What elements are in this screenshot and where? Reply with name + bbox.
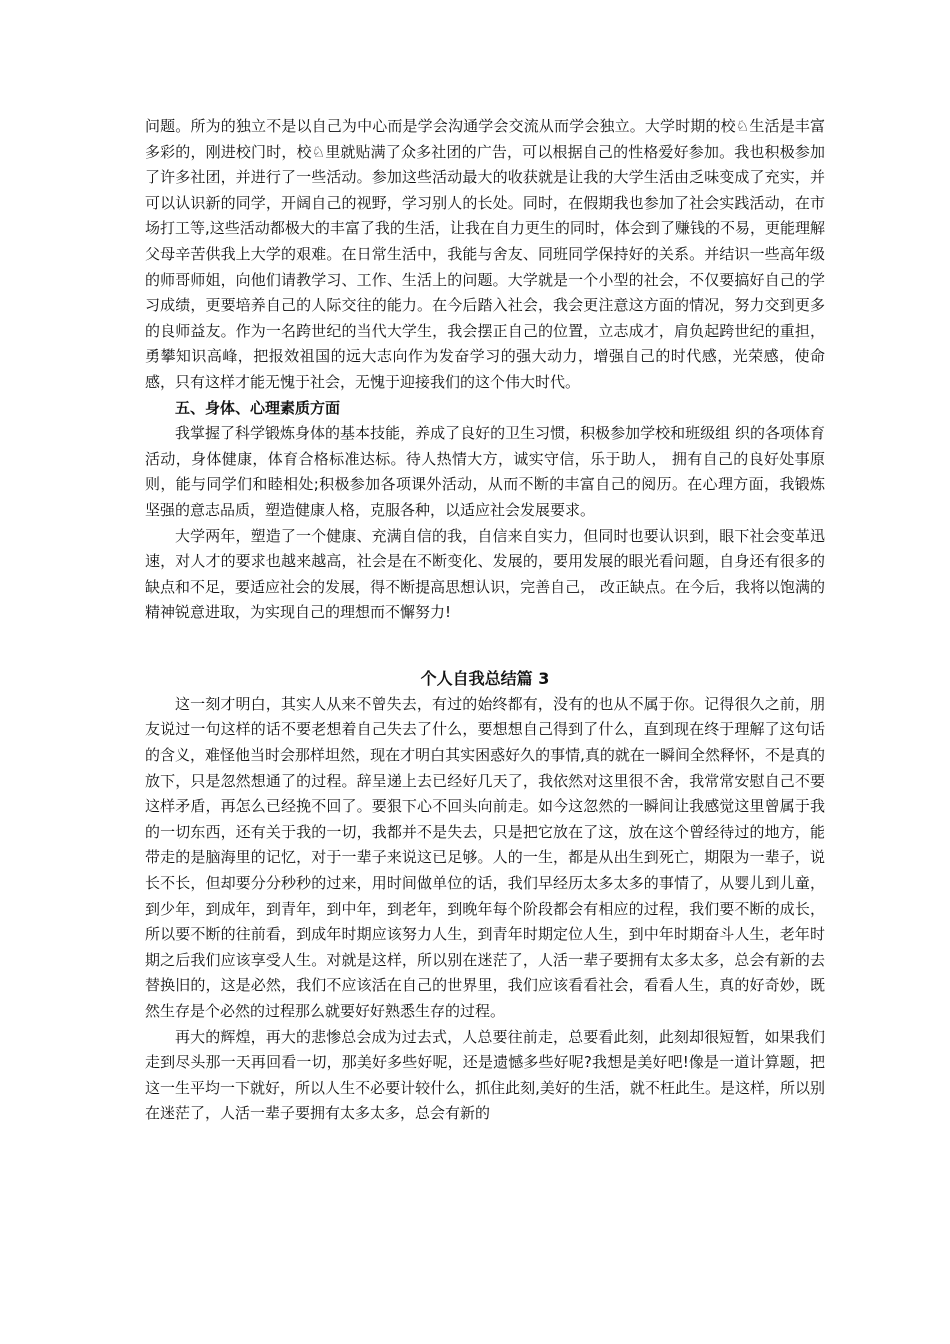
body-paragraph: 这一刻才明白，其实人从来不曾失去，有过的始终都有，没有的也从不属于你。记得很久之前，朋友说过一句这样的话不要老想着自己失去了什么，要想想自己得到了什么，直到现在终于理解了这句话的含义，难怪他当时会那样坦然，现在才明白其实困惑好久的事情,真的就在一瞬间全然释怀，不是真的放下，只是忽然想通了的过程。辞呈递上去已经好几天了，我依然对这里很不舍，我常常安慰自己不要这样矛盾，再怎么已经挽不回了。要狠下心不回头向前走。如今这忽然的一瞬间让我感觉这里曾属于我的一切东西，还有关于我的一切，我都并不是失去，只是把它放在了这，放在这个曾经待过的地方，能带走的是脑海里的记忆，对于一辈子来说这已足够。人的一生，都是从出生到死亡，期限为一辈子，说长不长，但却要分分秒秒的过来，用时间做单位的话，我们早经历太多太多的事情了，从婴儿到儿童， 到少年，到成年，到青年，到中年，到老年，到晚年每个阶段都会有相应的过程，我们要不断的成长，所以要不断的往前看，到成年时期应该努力人生，到青年时期定位人生，到中年时期奋斗人生，老年时期之后我们应该享受人生。对就是这样，所以别在迷茫了，人活一辈子要拥有太多太多，总会有新的去替换旧的，这是必然，我们不应该活在自己的世界里，我们应该看看社会，看看人生，真的好奇妙，既然生存是个必然的过程那么就要好好熟悉生存的过程。 — [145, 694, 825, 1020]
body-paragraph: 我掌握了科学锻炼身体的基本技能，养成了良好的卫生习惯，积极参加学校和班级组 织的各项体育活动，身体健康，体育合格标准达标。待人热情大方，诚实守信，乐于助人， 拥有自己的良好处事原则，能与同学们和睦相处;积极参加各项课外活动，从而不断的丰富自己的阅历。在心理方面，我锻炼坚强的意志品质，塑造健康人格，克服各种，以适应社会发展要求。 — [145, 424, 825, 519]
section-heading: 五、身体、心理素质方面 — [175, 398, 341, 417]
body-paragraph: 问题。所为的独立不是以自己为中心而是学会沟通学会交流从而学会独立。大学时期的校♘生活是丰富多彩的，刚进校门时，校♘里就贴满了众多社团的广告，可以根据自己的性格爱好参加。我也积极参加了许多社团，并进行了一些活动。参加这些活动最大的收获就是让我的大学生活由乏味变成了充实，并可以认识新的同学，开阔自己的视野，学习别人的长处。同时，在假期我也参加了社会实践活动，在市场打工等,这些活动都极大的丰富了我的生活，让我在自力更生的同时，体会到了赚钱的不易，更能理解父母辛苦供我上大学的艰难。在日常生活中，我能与舍友、同班同学保持好的关系。并结识一些高年级的师哥师姐，向他们请教学习、工作、生活上的问题。大学就是一个小型的社会，不仅要搞好自己的学习成绩，更要培养自己的人际交往的能力。在今后踏入社会，我会更注意这方面的情况，努力交到更多的良师益友。作为一名跨世纪的当代大学生，我会摆正自己的位置，立志成才，肩负起跨世纪的重担，勇攀知识高峰，把报效祖国的远大志向作为发奋学习的强大动力，增强自己的时代感，光荣感，使命感，只有这样才能无愧于社会，无愧于迎接我们的这个伟大时代。 — [145, 117, 825, 391]
body-paragraph: 大学两年，塑造了一个健康、充满自信的我，自信来自实力，但同时也要认识到，眼下社会变革迅速，对人才的要求也越来越高，社会是在不断变化、发展的，要用发展的眼光看问题，自身还有很多的缺点和不足，要适应社会的发展，得不断提高思想认识，完善自己， 改正缺点。在今后，我将以饱满的精神锐意进取，为实现自己的理想而不懈努力! — [145, 526, 825, 622]
article-title: 个人自我总结篇 3 — [420, 668, 550, 688]
body-paragraph: 再大的辉煌，再大的悲惨总会成为过去式，人总要往前走，总要看此刻，此刻却很短暂，如果我们走到尽头那一天再回看一切，那美好多些好呢，还是遗憾多些好呢?我想是美好吧!像是一道计算题，把这一生平均一下就好，所以人生不必要计较什么，抓住此刻,美好的生活，就不枉此生。是这样，所以别在迷茫了，人活一辈子要拥有太多太多，总会有新的 — [145, 1027, 825, 1123]
document-body — [145, 114, 825, 1127]
